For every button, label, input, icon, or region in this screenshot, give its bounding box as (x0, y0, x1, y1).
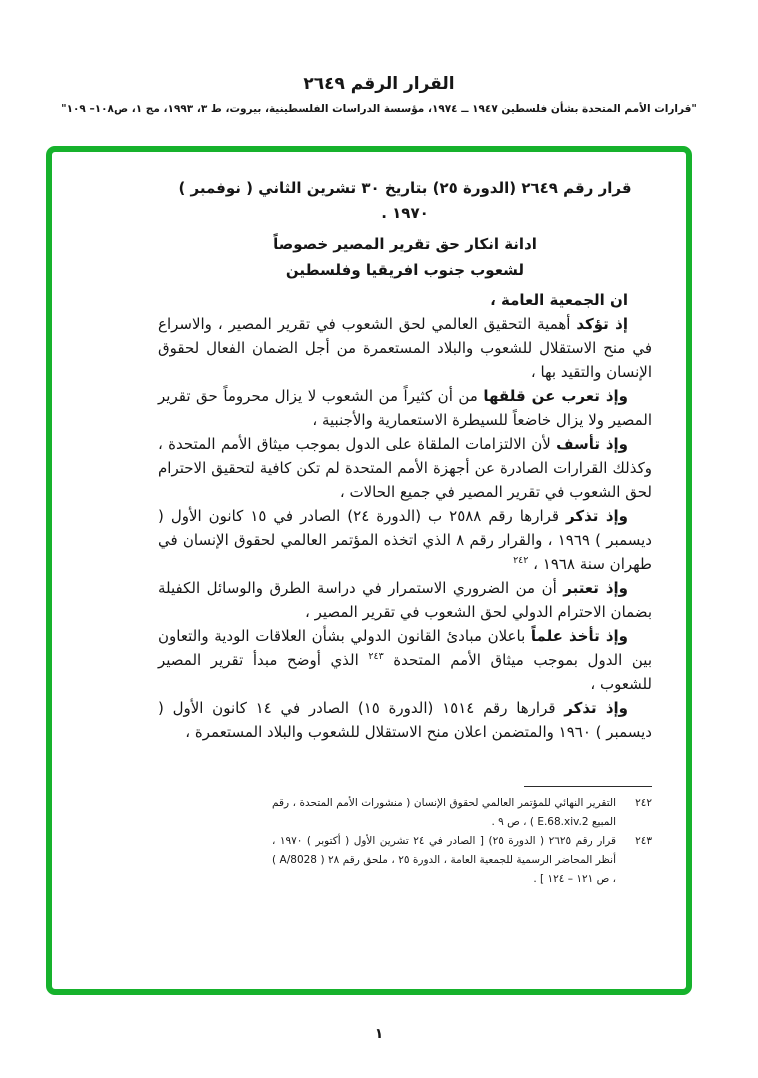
paragraph-lead-phrase: وإذ تأسف (556, 435, 628, 453)
paragraph-lead-phrase: وإذ تأخذ علماً (530, 627, 628, 645)
footnote-reference: ٢٤٢ (513, 555, 529, 566)
resolution-number-line1: قرار رقم ٢٦٤٩ (الدورة ٢٥) بتاريخ ٣٠ تشرين الثاني ( نوفمبر ) (178, 179, 632, 197)
preamble-paragraph (158, 312, 652, 384)
document-header (0, 74, 758, 115)
footnote-number: ٢٤٣ (635, 835, 652, 847)
paragraph-text: باعلان مبادئ القانون الدولي بشأن العلاقات الودية والتعاون بين الدول بموجب ميثاق الأمم المتحدة (158, 627, 652, 669)
footnote-reference: ٢٤٣ (368, 651, 384, 662)
page-title: القرار الرقم ٢٦٤٩ (303, 74, 455, 94)
source-citation-line: "قرارات الأمم المتحدة بشأن فلسطين ١٩٤٧ ــ ١٩٧٤، مؤسسة الدراسات الفلسطينية، بيروت، ط ٣، ١٩٩٣، مج ١، ص١٠٨– ١٠٩" (61, 103, 697, 115)
resolution-title-line2: لشعوب جنوب افريقيا وفلسطين (285, 261, 525, 279)
preamble-paragraph (158, 576, 652, 624)
paragraph-text: الذي أوضح مبدأ تقرير المصير للشعوب ، (158, 651, 652, 693)
resolution-title-line1: ادانة انكار حق تقرير المصير خصوصاً (273, 235, 537, 253)
preamble-paragraphs (158, 312, 652, 744)
preamble-paragraph (158, 624, 652, 696)
footnote-separator (524, 786, 652, 787)
resolution-number-heading (158, 176, 652, 226)
resolution-annotation-box (46, 146, 692, 995)
preamble-paragraph (158, 504, 652, 576)
footnote-text: التقرير النهائي للمؤتمر العالمي لحقوق الإنسان ( منشورات الأمم المتحدة ، رقم المبيع E.68.xiv.2 ) ، ص ٩ . (272, 797, 616, 828)
paragraph-lead-phrase: وإذ تذكر (566, 507, 628, 525)
paragraph-text: قرارها رقم ٢٥٨٨ ب (الدورة ٢٤) الصادر في ١٥ كانون الأول ( ديسمبر ) ١٩٦٩ ، والقرار رقم ٨ الذي اتخذه المؤتمر العالمي لحقوق الإنسان في طهران سنة ١٩٦٨ ، (158, 507, 652, 573)
footnotes-section (272, 786, 652, 889)
paragraph-lead-phrase: وإذ تعرب عن قلقها (483, 387, 628, 405)
footnote-item (272, 832, 652, 889)
paragraph-lead-phrase: وإذ تعتبر (563, 579, 629, 597)
page-number: ١ (374, 1026, 384, 1042)
preamble-paragraph (158, 384, 652, 432)
resolution-title (158, 231, 652, 283)
paragraph-text: قرارها رقم ١٥١٤ (الدورة ١٥) الصادر في ١٤ كانون الأول ( ديسمبر ) ١٩٦٠ والمتضمن اعلان منح الاستقلال للشعوب والبلاد المستعمرة ، (158, 699, 652, 741)
paragraph-text: لأن الالتزامات الملقاة على الدول بموجب ميثاق الأمم المتحدة ، وكذلك القرارات الصادرة عن أجهزة الأمم المتحدة لم تكن كافية لتحقيق الاحترام لحق الشعوب في تقرير المصير في جميع الحالات ، (158, 435, 652, 501)
paragraph-text: من أن كثيراً من الشعوب لا يزال محروماً حق تقرير المصير ولا يزال خاضعاً للسيطرة الاستعمارية والأجنبية ، (158, 387, 652, 429)
paragraph-text: أهمية التحقيق العالمي لحق الشعوب في تقرير المصير ، والاسراع في منح الاستقلال للشعوب والبلاد المستعمرة من أجل الضمان الفعال لحقوق الإنسان والتقيد بها ، (158, 315, 652, 381)
paragraph-lead-phrase: إذ تؤكد (576, 315, 628, 333)
footnote-item (272, 794, 652, 832)
preamble-opening: ان الجمعية العامة ، (490, 291, 628, 309)
footnotes-list (272, 794, 652, 889)
paragraph-lead-phrase: وإذ تذكر (564, 699, 628, 717)
preamble-paragraph (158, 696, 652, 744)
footnote-number: ٢٤٢ (635, 797, 652, 809)
resolution-number-line2: ١٩٧٠ . (381, 204, 429, 222)
preamble-paragraph (158, 432, 652, 504)
footnote-text: قرار رقم ٢٦٢٥ ( الدورة ٢٥) [ الصادر في ٢٤ تشرين الأول ( أكتوبر ) ١٩٧٠ ، أنظر المحاضر الرسمية للجمعية العامة ، الدورة ٢٥ ، ملحق رقم ٢٨ ( A/8028 ) ، ص ١٢١ – ١٢٤ ] . (272, 835, 617, 885)
paragraph-text: أن من الضروري الاستمرار في دراسة الطرق والوسائل الكفيلة بضمان الاحترام الدولي لحق الشعوب في تقرير المصير ، (158, 579, 652, 621)
